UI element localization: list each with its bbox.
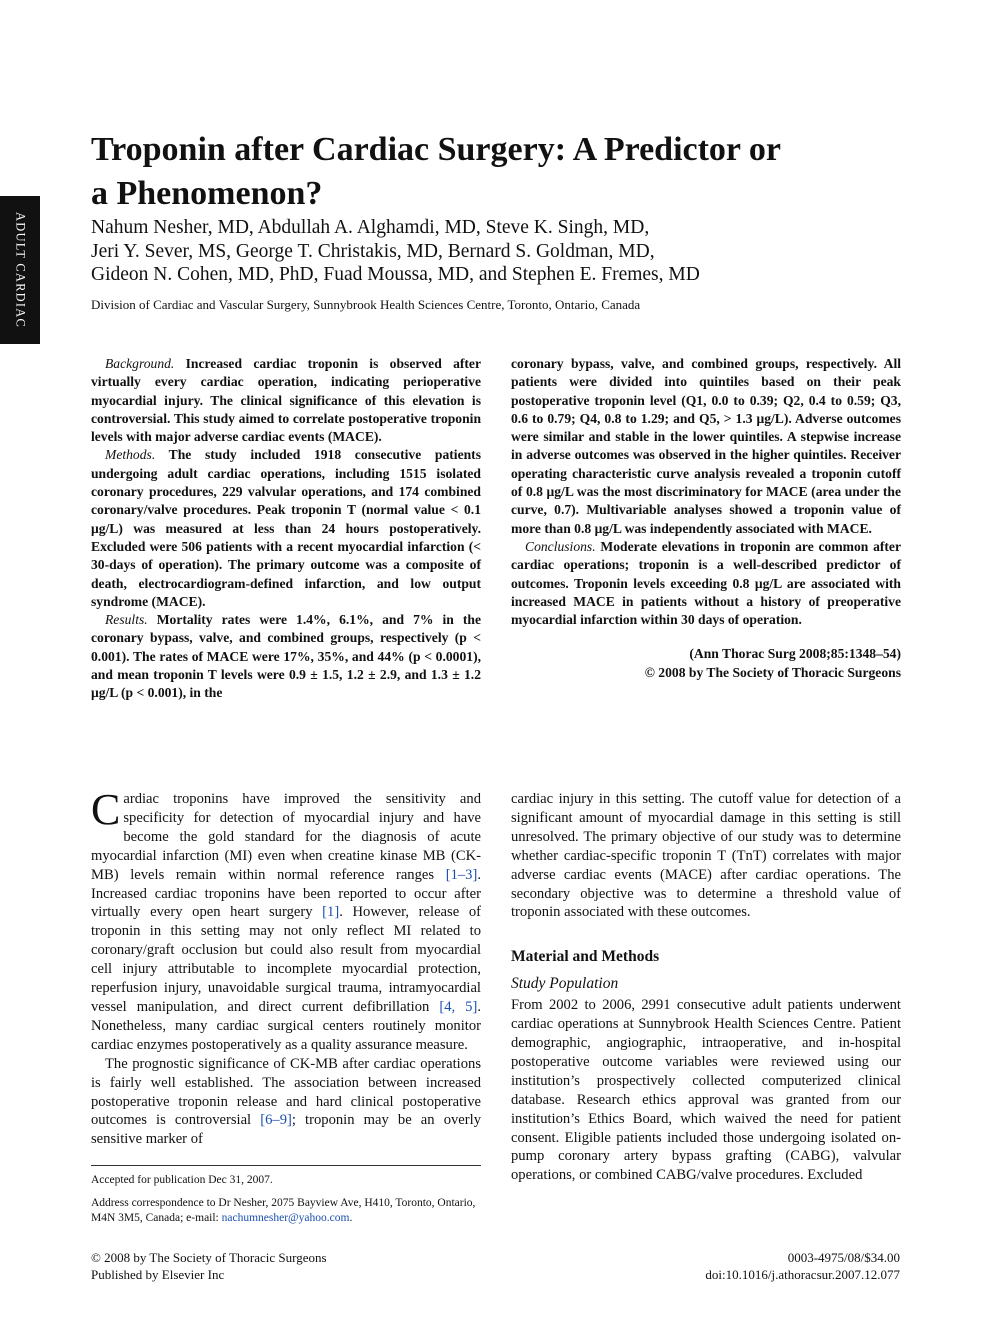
abstract-copyright: © 2008 by The Society of Thoracic Surgeons [644,664,901,680]
intro-paragraph-1 [91,785,481,1055]
methods-label: Methods. [105,447,156,463]
conclusions-text: Moderate elevations in troponin are common after cardiac operations; troponin is a well-described predictor of outcomes. Troponin levels exceeding 0.8 μg/L are associated with increased MACE in patients without a history of preoperative myocardial infarction within 30 days of operation. [511,538,901,628]
author-line: Jeri Y. Sever, MS, George T. Christakis, MD, Bernard S. Goldman, MD, [91,240,655,262]
footer-left [91,1250,327,1283]
background-text: Increased cardiac troponin is observed after virtually every cardiac operation, indicating perioperative myocardial injury. The clinical significance of this elevation is controversial. This study aimed to correlate postoperative troponin levels with major adverse cardiac events (MACE). [91,356,481,445]
footer-copyright: © 2008 by The Society of Thoracic Surgeons [91,1250,327,1265]
abstract-results-continued [511,355,901,538]
body-left-column [91,785,481,1149]
intro-text: . Increased cardiac troponins have been reported to occur after virtually every open heart surgery [91,866,481,921]
footer-doi: doi:10.1016/j.athoracsur.2007.12.077 [705,1266,900,1282]
background-label: Background. [105,356,175,371]
article-title [91,128,911,216]
footnotes [91,1165,481,1234]
reference-link[interactable]: [4, 5] [439,998,478,1015]
affiliation: Division of Cardiac and Vascular Surgery, Sunnybrook Health Sciences Centre, Toronto, Ontario, Canada [91,297,641,312]
accepted-date: Accepted for publication Dec 31, 2007. [91,1174,273,1186]
footer-right [705,1250,900,1283]
methods-text: The study included 1918 consecutive patients undergoing adult cardiac operations, including 1515 isolated coronary procedures, 229 valvular operations, and 174 combined coronary/valve procedures. Peak troponin T (normal value < 0.1 μg/L) was measured at less than 24 hours postoperatively. Excluded were 506 patients with a recent myocardial infarction (< 30-days of operation). The primary outcome was a composite of death, electrocardiogram-defined infarction, and low output syndrome (MACE). [91,447,481,609]
intro-paragraph-continued: cardiac injury in this setting. The cutoff value for detection of a significant amount of myocardial damage in this setting is still unresolved. The primary objective of our study was to determine whether cardiac-specific troponin T (TnT) correlates with major adverse cardiac events (MACE) after cardiac operations. The secondary objective was to determine a threshold value of troponin associated with these outcomes. [511,791,901,921]
footer-publisher: Published by Elsevier Inc [91,1266,225,1282]
conclusions-label: Conclusions. [525,538,596,554]
intro-text: . Nonetheless, many cardiac surgical centers routinely monitor cardiac enzymes postoperatively as a quality assurance measure. [91,998,481,1053]
correspondence-address [91,1196,481,1226]
section-heading: Material and Methods [511,948,660,966]
title-line-2: a Phenomenon? [91,175,323,212]
abstract-right-column [511,355,901,682]
intro-text: ardiac troponins have improved the sensitivity and specificity for detection of myocardial injury and have become the gold standard for the diagnosis of acute myocardial infarction (MI) even when creatine kinase MB (CK-MB) levels remain within normal reference ranges [91,791,481,883]
intro-paragraph-2 [91,1055,481,1150]
reference-link[interactable]: [1–3] [445,866,478,883]
side-tab-label: ADULT CARDIAC [13,212,28,328]
reference-link[interactable]: [1] [322,904,340,921]
abstract-results [91,611,481,702]
address-end: . [349,1212,353,1224]
abstract-left-column [91,355,481,703]
results-text: Mortality rates were 1.4%, 6.1%, and 7% in the coronary bypass, valve, and combined groups, respectively (p < 0.001). The rates of MACE were 17%, 35%, and 44% (p < 0.0001), and mean troponin T levels were 0.9 ± 1.5, 1.2 ± 2.9, and 1.3 ± 1.2 μg/L (p < 0.001), in the [91,612,481,701]
author-line: Nahum Nesher, MD, Abdullah A. Alghamdi, MD, Steve K. Singh, MD, [91,217,650,238]
abstract-conclusions [511,538,901,629]
abstract-background [91,355,481,446]
results-label: Results. [105,612,148,628]
section-side-tab [0,196,40,344]
body-right-column [511,790,901,1185]
results-text-continued: coronary bypass, valve, and combined groups, respectively. All patients were divided into quintiles based on their peak postoperative troponin level (Q1, 0.0 to 0.39; Q2, 0.4 to 0.59; Q3, 0.6 to 0.79; Q4, 0.8 to 1.29; and Q5, > 1.3 μg/L). Adverse outcomes were similar and stable in the lower quintiles. A stepwise increase in adverse outcomes was observed in the higher quintiles. Receiver operating characteristic curve analysis revealed a troponin cutoff of 0.8 μg/L was the most discriminatory for MACE (area under the curve, 0.7). Multivariable analyses showed a troponin value of more than 0.8 μg/L was independently associated with MACE. [511,356,901,536]
footer-issn: 0003-4975/08/$34.00 [787,1250,900,1265]
email-link[interactable]: nachumnesher@yahoo.com [221,1212,350,1224]
author-line: Gideon N. Cohen, MD, PhD, Fuad Moussa, MD, and Stephen E. Fremes, MD [91,264,700,285]
reference-link[interactable]: [6–9] [260,1112,292,1129]
intro-text: . However, release of troponin in this setting may not only reflect MI related to coronary/graft occlusion but could also result from myocardial cell injury attributable to incomplete myocardial protection, reperfusion injury, unavoidable surgical trauma, intramyocardial vessel manipulation, and direct current defibrillation [91,904,481,1015]
study-population-paragraph: From 2002 to 2006, 2991 consecutive adult patients underwent cardiac operations at Sunnybrook Health Sciences Centre. Patient demographic, angiographic, intraoperative, and in-hospital postoperative outcome variables were reviewed using our institution’s prospectively collected computerized clinical database. Research ethics approval was granted from our institution’s Ethics Board, which waived the need for patient consent. Eligible patients included those undergoing isolated on-pump coronary artery bypass grafting (CABG), valvular operations, or combined CABG/valve procedures. Excluded [511,997,901,1184]
subsection-heading: Study Population [511,975,619,993]
author-list [91,216,911,287]
intro-text: ; troponin may be an overly sensitive marker of [91,1112,481,1148]
drop-cap: C [91,785,121,834]
title-line-1: Troponin after Cardiac Surgery: A Predictor or [91,131,781,168]
intro-text: The prognostic significance of CK-MB after cardiac operations is fairly well established. The association between increased postoperative troponin release and hard clinical postoperative outcomes is controversial [91,1055,481,1129]
address-text: Address correspondence to Dr Nesher, 2075 Bayview Ave, H410, Toronto, Ontario, M4N 3M5, Canada; e-mail: [91,1197,476,1224]
abstract-methods [91,446,481,611]
journal-citation: (Ann Thorac Surg 2008;85:1348–54) [689,646,901,662]
